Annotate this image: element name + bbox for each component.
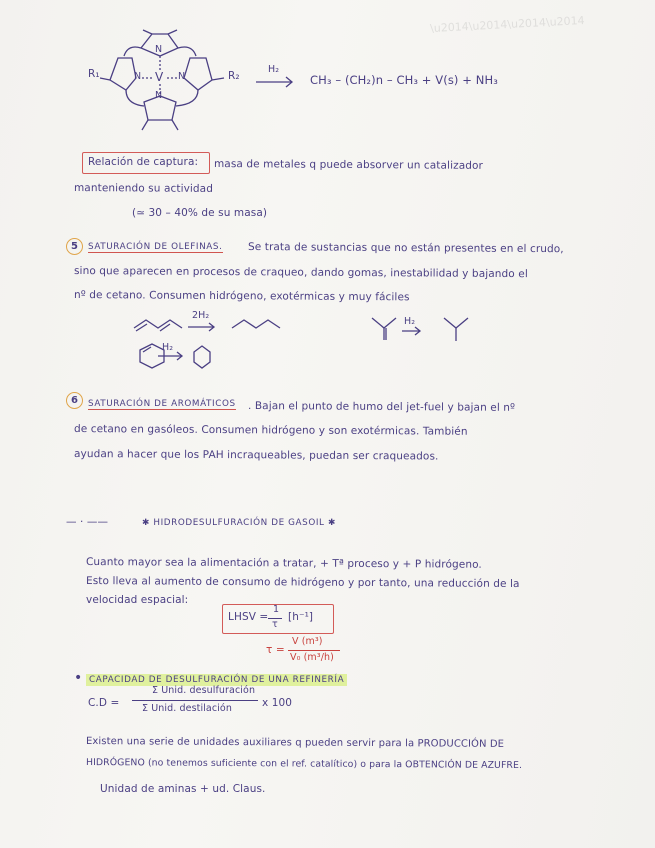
capacidad-line-3: Unidad de aminas + ud. Claus. (100, 783, 266, 795)
section-5-title: SATURACIÓN DE OLEFINAS. (88, 242, 223, 252)
olefin-2h2-label: 2H₂ (192, 310, 210, 321)
lhsv-denominator: τ (272, 619, 278, 630)
tau-fraction-bar (288, 650, 340, 651)
r2-label: R₂ (228, 70, 240, 82)
tau-denominator: V₀ (m³/h) (290, 652, 334, 663)
relacion-captura-text-2: manteniendo su actividad (73, 182, 214, 195)
n-right-label: N (178, 71, 186, 82)
olefin-h2-label-a: H₂ (404, 316, 416, 327)
section-5-line-1: Se trata de sustancias que no están presentes en el crudo, (247, 241, 564, 256)
relacion-captura-text-1: masa de metales q puede absorver un catalizador (213, 158, 484, 172)
n-top-label: N (155, 44, 163, 55)
capacidad-line-1: Existen una serie de unidades auxiliares q pueden servir para la PRODUCCIÓN DE (85, 736, 505, 750)
hds-line-1: Cuanto mayor sea la alimentación a tratar, + Tª proceso y + P hidrógeno. (85, 556, 482, 571)
hds-line-2: Esto lleva al aumento de consumo de hidrógeno y por tanto, una reducción de la (85, 575, 520, 591)
metal-label: V (155, 70, 164, 84)
relacion-captura-term: Relación de captura: (88, 156, 199, 168)
section-5-line-2: sino que aparecen en procesos de craqueo, dando gomas, inestabilidad y bajando el (73, 265, 528, 281)
r1-label: R₁ (88, 68, 100, 80)
cd-multiplier: x 100 (262, 697, 293, 709)
cd-denominator: Σ Unid. destilación (142, 703, 232, 714)
h2-reagent-label: H₂ (268, 64, 280, 75)
reaction-products: CH₃ – (CH₂)n – CH₃ + V(s) + NH₃ (310, 73, 498, 87)
n-left-label: N (134, 71, 142, 82)
tau-numerator: V (m³) (292, 636, 323, 647)
section-5-number: 5 (66, 238, 83, 255)
lhsv-numerator: 1 (273, 604, 280, 615)
capacidad-line-2: HIDRÓGENO (no tenemos suficiente con el ref. catalítico) o para la OBTENCIÓN DE AZUFRE. (85, 757, 523, 772)
lhsv-label: LHSV = (228, 611, 269, 623)
section-6-line-1: . Bajan el punto de humo del jet-fuel y bajan el nº (247, 400, 516, 414)
hds-dashes: — · —— (66, 516, 109, 528)
capacidad-title: CAPACIDAD DE DESULFURACIÓN DE UNA REFINERÍA (86, 674, 347, 686)
section-5-line-3: nº de cetano. Consumen hidrógeno, exotérmicas y muy fáciles (73, 289, 410, 304)
section-6-number: 6 (66, 392, 83, 409)
relacion-captura-range: (≃ 30 – 40% de su masa) (132, 207, 268, 219)
section-6-line-2: de cetano en gasóleos. Consumen hidrógeno y son exotérmicas. También (73, 423, 468, 438)
capacidad-bullet: • (74, 670, 83, 686)
section-6-line-3: ayudan a hacer que los PAH incraqueables, puedan ser craqueados. (73, 448, 439, 463)
section-6-title: SATURACIÓN DE AROMÁTICOS (88, 399, 236, 409)
cd-fraction-bar (132, 700, 258, 701)
cd-label: C.D = (88, 697, 120, 709)
cd-numerator: Σ Unid. desulfuración (152, 685, 256, 696)
olefin-h2-label-b: H₂ (162, 342, 174, 353)
tau-label: τ = (266, 644, 285, 656)
lhsv-unit: [h⁻¹] (288, 611, 314, 623)
hds-title: ✱ HIDRODESULFURACIÓN DE GASOIL ✱ (142, 518, 336, 528)
hds-line-3: velocidad espacial: (86, 594, 189, 606)
n-bottom-label: N (155, 90, 163, 101)
bleed-through-text: \u2014\u2014\u2014\u2014 (429, 13, 585, 36)
